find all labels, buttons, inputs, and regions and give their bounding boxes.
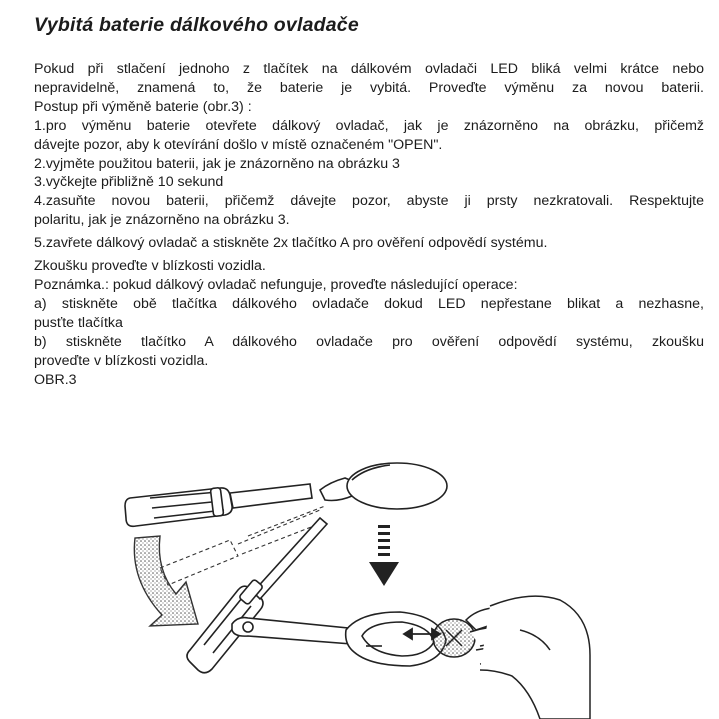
step-3: 3.vyčkejte přibližně 10 sekund (34, 174, 224, 191)
note-a-line-2: pusťte tlačítka (34, 314, 123, 331)
test-note: Zkoušku proveďte v blízkosti vozidla. (34, 258, 266, 275)
step-5: 5.zavřete dálkový ovladač a stiskněte 2x tlačítko A pro ověření odpovědí systému. (34, 235, 548, 252)
note-heading: Poznámka.: pokud dálkový ovladač nefunguje, proveďte následující operace: (34, 276, 518, 293)
blank-panel (60, 683, 405, 719)
hand-icon (466, 596, 590, 719)
rotate-arrow-icon (134, 536, 198, 626)
remote-cover-icon (320, 463, 447, 509)
note-b-line-1: b) stiskněte tlačítko A dálkového ovladače pro ověření odpovědí systému, zkoušku (34, 333, 704, 350)
down-arrow-icon (369, 525, 399, 586)
step-4-line-2: polaritu, jak je znázorněno na obrázku 3. (34, 212, 290, 229)
step-1-line-1: 1.pro výměnu baterie otevřete dálkový ovladač, jak je znázorněno na obrázku, přičemž (34, 117, 704, 134)
figure-reference: OBR.3 (34, 371, 77, 388)
remote-base-icon (232, 612, 446, 666)
intro-line-2: nepravidelně, znamená to, že baterie je vybitá. Proveďte výměnu za novou baterii. (34, 79, 704, 96)
screwdriver-upper-icon (125, 484, 312, 526)
battery-icon (433, 619, 475, 657)
procedure-heading: Postup při výměně baterie (obr.3) : (34, 98, 252, 115)
intro-line-1: Pokud při stlačení jednoho z tlačítek na dálkovém ovladači LED bliká velmi krátce nebo (34, 61, 704, 77)
step-4-line-1: 4.zasuňte novou baterii, přičemž dávejte pozor, abyste ji prsty nezkratovali. Respektujte (34, 193, 704, 210)
screwdriver-lower-icon (187, 518, 327, 673)
page-title: Vybitá baterie dálkového ovladače (34, 14, 359, 36)
note-b-line-2: proveďte v blízkosti vozidla. (34, 352, 209, 369)
instructions-text (34, 60, 704, 389)
battery-replacement-illustration (120, 440, 710, 719)
note-a-line-1: a) stiskněte obě tlačítka dálkového ovladače dokud LED nepřestane blikat a nezhasne, (34, 295, 704, 312)
step-2: 2.vyjměte použitou baterii, jak je znázorněno na obrázku 3 (34, 155, 400, 172)
step-1-line-2: dávejte pozor, aby k otevírání došlo v místě označeném "OPEN". (34, 136, 443, 153)
